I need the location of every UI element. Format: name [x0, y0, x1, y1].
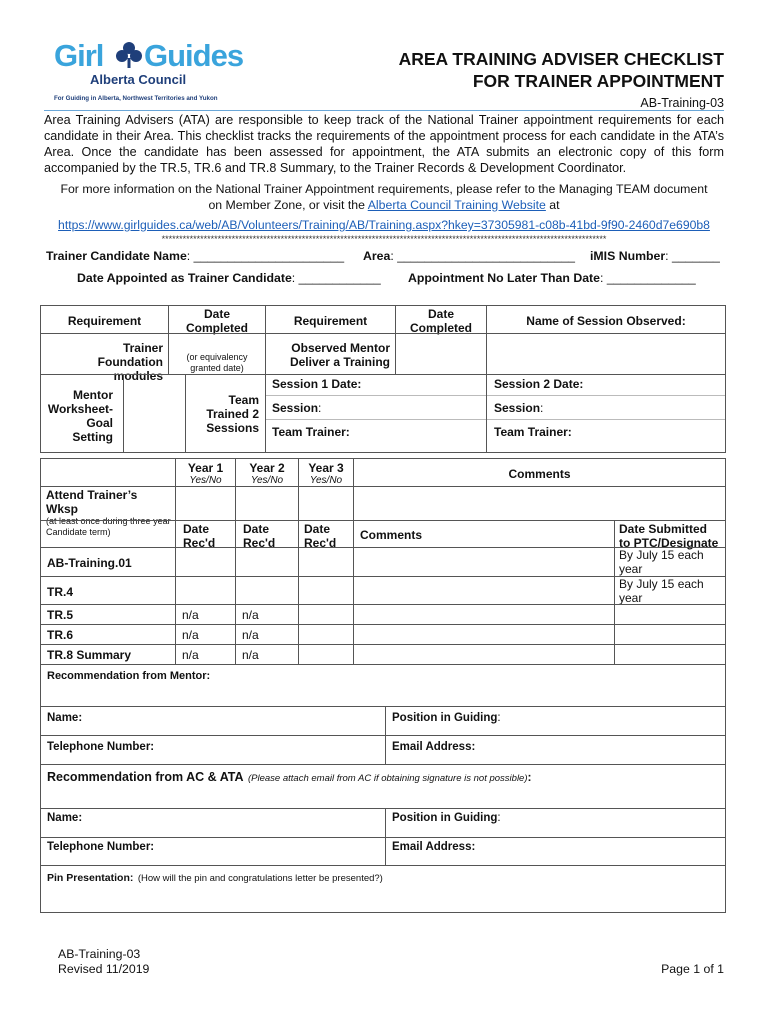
- doc-value-1: n/a: [182, 648, 199, 662]
- year-3-label: Year 3: [308, 461, 344, 475]
- date-submitted-label: Date Submitted to PTC/Designate: [619, 522, 719, 550]
- area-field[interactable]: [363, 249, 575, 263]
- doc-comments-label: Comments: [360, 528, 423, 542]
- page-title: [304, 48, 724, 92]
- title-line-1: AREA TRAINING ADVISER CHECKLIST: [398, 49, 724, 69]
- mentor-worksheet-label: Mentor Worksheet- Goal Setting: [47, 388, 113, 444]
- trainer-foundation-date[interactable]: [168, 333, 266, 375]
- no-later-label: Appointment No Later Than Date: [408, 271, 600, 285]
- year-1-label: Year 1: [187, 461, 224, 475]
- info-line-1: For more information on the National Trainer Appointment requirements, please refer to the Managing TEAM document: [60, 182, 708, 196]
- pin-presentation-heading: [41, 866, 725, 888]
- page-number: Page 1 of 1: [661, 962, 724, 976]
- th-date-completed-2-label: Date Completed: [409, 307, 472, 335]
- doc-date-1[interactable]: [175, 547, 236, 577]
- date-recd-header-2: [235, 520, 299, 548]
- pin-presentation-note: (How will the pin and congratulations letter be presented?): [137, 873, 383, 884]
- info-suffix: at: [549, 198, 560, 212]
- candidate-name-label: Trainer Candidate Name: [46, 249, 187, 263]
- comments-header: [353, 458, 726, 487]
- doc-row-tr4: [40, 576, 176, 605]
- th-requirement-2: [265, 305, 396, 334]
- doc-comments-header: [353, 520, 615, 548]
- star-divider: *******************************************************************************************************************************: [161, 234, 607, 244]
- th-session-observed: [486, 305, 726, 334]
- doc-date-1[interactable]: [175, 604, 236, 625]
- doc-label: TR.6: [47, 628, 74, 642]
- doc-value-2: n/a: [242, 608, 259, 622]
- date-appointed-value: : ____________: [291, 271, 381, 285]
- no-later-value: : _____________: [599, 271, 696, 285]
- doc-submitted[interactable]: [614, 547, 726, 577]
- doc-value-2: [236, 548, 298, 564]
- doc-blank-header: [40, 520, 176, 548]
- attend-year-1[interactable]: [175, 486, 236, 521]
- doc-comments[interactable]: [353, 604, 615, 625]
- url-line: [44, 218, 724, 232]
- doc-row-ab-training-01: [40, 547, 176, 577]
- doc-submitted[interactable]: [614, 624, 726, 645]
- year-2-header: [235, 458, 299, 487]
- session-2-label: Session: [494, 401, 541, 415]
- by-july-note-1: By July 15 each year: [619, 548, 704, 576]
- attend-wksp-label: Attend Trainer’s Wksp: [46, 488, 138, 516]
- footer-form-id: AB-Training-03: [58, 947, 141, 961]
- doc-label: TR.8 Summary: [47, 648, 132, 662]
- footer-revised: Revised 11/2019: [58, 962, 150, 976]
- observed-mentor-date[interactable]: [395, 333, 487, 375]
- info-prefix: on Member Zone, or visit the: [208, 198, 365, 212]
- doc-date-3[interactable]: [298, 547, 354, 577]
- doc-date-1[interactable]: [175, 624, 236, 645]
- session-1-label: Session: [272, 401, 319, 415]
- doc-value-1: n/a: [182, 608, 199, 622]
- imis-label: iMIS Number: [590, 249, 666, 263]
- mentor-worksheet-cell: [40, 374, 124, 453]
- logo-girl-text: Girl: [54, 38, 104, 73]
- date-recd-header-1: [175, 520, 236, 548]
- mentor-position-colon: :: [497, 712, 501, 724]
- mentor-recommendation-box[interactable]: [40, 664, 726, 707]
- doc-comments[interactable]: [353, 547, 615, 577]
- team-trained-cell: [185, 374, 266, 453]
- trainer-foundation-cell: [40, 333, 169, 383]
- doc-comments[interactable]: [353, 576, 615, 605]
- intro-paragraph: Area Training Advisers (ATA) are responsible to keep track of the National Trainer appointment requirements for each candidate in their Area. This checklist tracks the requirements of the appointment process for each candidate in the ATA’s Area. Once the candidate has been assessed for appointment, the ATA submits an electronic copy of this form accompanied by the TR.5, TR.6 and TR.8 Summary, to the Trainer Records & Development Coordinator.: [44, 113, 724, 175]
- date-appointed-field[interactable]: [77, 271, 381, 285]
- doc-value-2: n/a: [242, 628, 259, 642]
- logo: [52, 38, 244, 108]
- mentor-telephone-field[interactable]: [40, 735, 386, 765]
- doc-value-2: [236, 577, 298, 593]
- table2-blank-header: [40, 458, 176, 487]
- info-text: [44, 181, 724, 213]
- doc-date-3[interactable]: [298, 604, 354, 625]
- doc-comments[interactable]: [353, 644, 615, 665]
- no-later-field[interactable]: [408, 271, 696, 285]
- ac-position-label: Position in Guiding: [392, 812, 498, 824]
- year-3-header: [298, 458, 354, 487]
- ac-recommendation-box[interactable]: [40, 764, 726, 809]
- ac-name-label: Name:: [47, 812, 83, 824]
- doc-date-3[interactable]: [298, 644, 354, 665]
- doc-value-1: n/a: [182, 628, 199, 642]
- doc-label: AB-Training.01: [47, 556, 132, 570]
- title-line-2: FOR TRAINER APPOINTMENT: [472, 71, 724, 91]
- pin-presentation-label: Pin Presentation:: [47, 872, 134, 884]
- date-recd-1-label: Date Rec'd: [183, 522, 216, 550]
- ac-recommendation-label: Recommendation from AC & ATA: [47, 770, 244, 784]
- imis-value: : _______: [665, 249, 720, 263]
- mentor-email-label: Email Address:: [392, 741, 476, 753]
- doc-row-tr6: [40, 624, 176, 645]
- ac-position-colon: :: [497, 812, 501, 824]
- info-line-2: [44, 197, 724, 213]
- ac-recommendation-colon: :: [527, 770, 532, 784]
- doc-comments[interactable]: [353, 624, 615, 645]
- doc-value-1: [176, 548, 235, 564]
- doc-row-tr8-summary: [40, 644, 176, 665]
- ac-recommendation-heading: [41, 765, 725, 789]
- mentor-position: [386, 707, 725, 729]
- area-label: Area: [363, 249, 391, 263]
- doc-label: TR.4: [47, 585, 74, 599]
- date-submitted-header: [614, 520, 726, 548]
- session-2-cell[interactable]: [486, 374, 726, 453]
- candidate-name-value: : ______________________: [186, 249, 345, 263]
- date-appointed-label: Date Appointed as Trainer Candidate: [77, 271, 292, 285]
- doc-date-2[interactable]: [235, 604, 299, 625]
- doc-date-2[interactable]: [235, 547, 299, 577]
- session-2-trainer-label: Team Trainer:: [494, 425, 572, 439]
- logo-tagline: For Guiding in Alberta, Northwest Territories and Yukon: [54, 95, 218, 102]
- observed-mentor-label: Observed Mentor Deliver a Training: [289, 341, 390, 369]
- area-value: : __________________________: [390, 249, 576, 263]
- date-recd-3-label: Date Rec'd: [304, 522, 337, 550]
- session-1-session: [272, 401, 321, 415]
- ac-telephone-label: Telephone Number:: [47, 841, 155, 853]
- session-2-date-label: Session 2 Date:: [494, 377, 584, 391]
- attend-year-2[interactable]: [235, 486, 299, 521]
- year-1-header: [175, 458, 236, 487]
- session-1-divider-a: [266, 395, 486, 396]
- year-2-yesno: Yes/No: [250, 475, 284, 486]
- ac-position-field[interactable]: [385, 808, 726, 838]
- mentor-name-field[interactable]: [40, 706, 386, 736]
- equivalency-note: (or equivalency granted date): [186, 352, 248, 373]
- mentor-telephone-label: Telephone Number:: [47, 741, 155, 753]
- doc-date-3[interactable]: [298, 576, 354, 605]
- comments-header-label: Comments: [508, 467, 571, 481]
- mentor-position-field[interactable]: [385, 706, 726, 736]
- session-1-divider-b: [266, 419, 486, 420]
- observed-mentor-cell: [265, 333, 396, 375]
- th-requirement-2-label: Requirement: [293, 314, 368, 328]
- session-2-divider-a: [487, 395, 725, 396]
- doc-label: TR.5: [47, 608, 74, 622]
- doc-date-3[interactable]: [298, 624, 354, 645]
- ac-recommendation-note: (Please attach email from AC if obtaining signature is not possible): [248, 773, 528, 784]
- pin-presentation-box[interactable]: [40, 865, 726, 913]
- th-requirement: [40, 305, 169, 334]
- th-date-completed: [168, 305, 266, 334]
- team-trained-label: Team Trained 2 Sessions: [206, 393, 259, 435]
- ac-email-field[interactable]: [385, 837, 726, 866]
- doc-value-2: n/a: [242, 648, 259, 662]
- th-requirement-label: Requirement: [67, 314, 142, 328]
- mentor-position-label: Position in Guiding: [392, 712, 498, 724]
- doc-submitted[interactable]: [614, 604, 726, 625]
- attend-year-3[interactable]: [298, 486, 354, 521]
- date-recd-header-3: [298, 520, 354, 548]
- logo-guides-text: Guides: [144, 38, 244, 73]
- doc-date-1[interactable]: [175, 576, 236, 605]
- session-2-colon: :: [540, 401, 544, 415]
- year-2-label: Year 2: [249, 461, 285, 475]
- candidate-name-field[interactable]: [46, 249, 344, 263]
- logo-council-text: Alberta Council: [90, 72, 187, 87]
- training-url-link[interactable]: https://www.girlguides.ca/web/AB/Volunteers/Training/AB/Training.aspx?hkey=37305981-c08b-41bd-9f90-2460d7e690b8: [58, 218, 710, 232]
- date-recd-2-label: Date Rec'd: [243, 522, 276, 550]
- mentor-email-field[interactable]: [385, 735, 726, 765]
- attend-wksp-cell: [40, 486, 176, 537]
- mentor-worksheet-date[interactable]: [123, 374, 186, 453]
- by-july-note-2: By July 15 each year: [619, 577, 704, 605]
- doc-date-2[interactable]: [235, 576, 299, 605]
- session-1-trainer-label: Team Trainer:: [272, 425, 350, 439]
- session-2-divider-b: [487, 419, 725, 420]
- year-3-yesno: Yes/No: [309, 475, 343, 486]
- ac-name-field[interactable]: [40, 808, 386, 838]
- observed-session-name[interactable]: [486, 333, 726, 375]
- doc-date-1[interactable]: [175, 644, 236, 665]
- session-1-colon: :: [318, 401, 322, 415]
- header-divider: [44, 110, 724, 111]
- doc-row-tr5: [40, 604, 176, 625]
- th-session-observed-label: Name of Session Observed:: [526, 314, 686, 328]
- doc-submitted[interactable]: [614, 644, 726, 665]
- mentor-name-label: Name:: [47, 712, 83, 724]
- mentor-recommendation-label: Recommendation from Mentor:: [47, 670, 211, 682]
- session-1-cell[interactable]: [265, 374, 487, 453]
- footer-left: [58, 947, 149, 977]
- ac-position: [386, 809, 725, 827]
- training-website-link[interactable]: Alberta Council Training Website: [367, 198, 546, 212]
- attend-wksp-note: (at least once during three year Candidate term): [46, 516, 171, 537]
- attend-comments[interactable]: [353, 486, 726, 521]
- doc-submitted[interactable]: [614, 576, 726, 605]
- session-2-session: [494, 401, 543, 415]
- th-date-completed-2: [395, 305, 487, 334]
- doc-date-2[interactable]: [235, 644, 299, 665]
- form-id: AB-Training-03: [640, 96, 724, 110]
- trainer-foundation-label: Trainer Foundation modules: [97, 341, 163, 383]
- doc-date-2[interactable]: [235, 624, 299, 645]
- year-1-yesno: Yes/No: [189, 475, 222, 486]
- imis-field[interactable]: [590, 249, 720, 263]
- th-date-completed-label: Date Completed: [185, 307, 248, 335]
- doc-value-1: [176, 577, 235, 593]
- session-1-date-label: Session 1 Date:: [272, 377, 362, 391]
- ac-email-label: Email Address:: [392, 841, 476, 853]
- trefoil-icon: [114, 40, 144, 70]
- ac-telephone-field[interactable]: [40, 837, 386, 866]
